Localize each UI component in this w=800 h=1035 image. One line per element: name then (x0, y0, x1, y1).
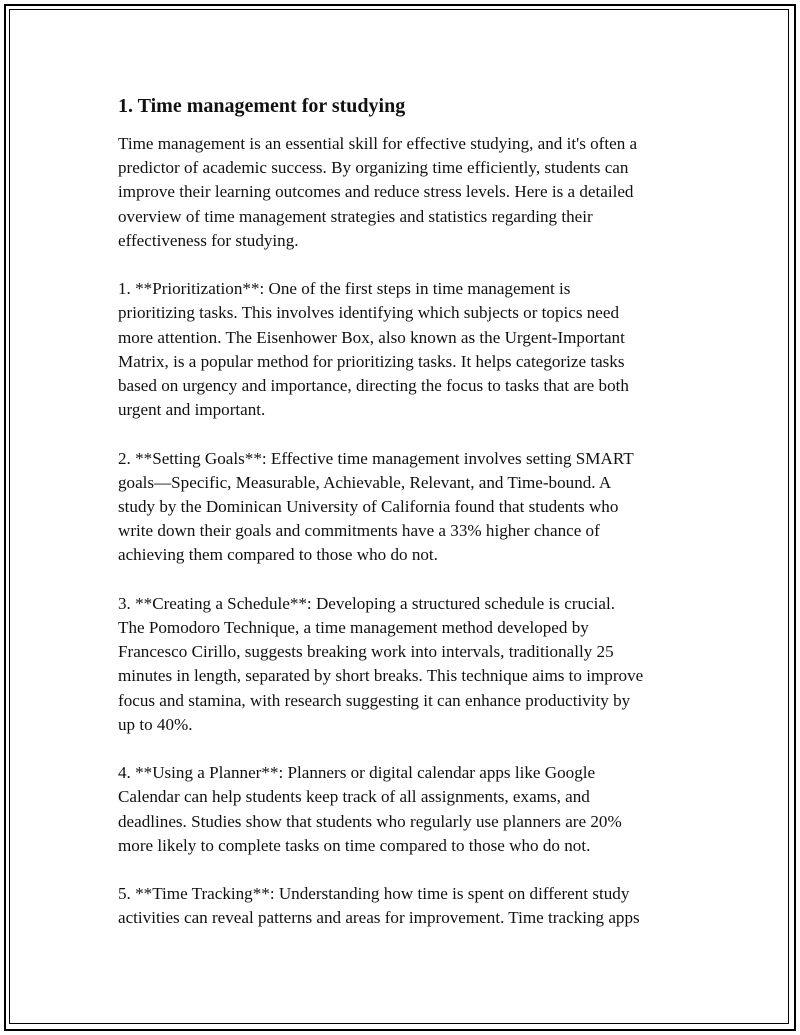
section-heading: 1. Time management for studying (118, 95, 406, 117)
text-line: improve their learning outcomes and reduce stress levels. Here is a detailed (118, 182, 634, 202)
intro-paragraph (118, 132, 690, 253)
text-line: up to 40%. (118, 714, 193, 734)
text-line: urgent and important. (118, 400, 266, 420)
text-line: study by the Dominican University of California found that students who (118, 497, 619, 517)
text-line: focus and stamina, with research suggesting it can enhance productivity by (118, 690, 631, 710)
document-body (118, 94, 690, 955)
text-line: based on urgency and importance, directing the focus to tasks that are both (118, 376, 629, 396)
text-line: Francesco Cirillo, suggests breaking work into intervals, traditionally 25 (118, 642, 614, 662)
text-line: more attention. The Eisenhower Box, also known as the Urgent-Important (118, 327, 625, 347)
text-line: write down their goals and commitments have a 33% higher chance of (118, 521, 600, 541)
text-line: minutes in length, separated by short breaks. This technique aims to improve (118, 666, 644, 686)
text-line: more likely to complete tasks on time compared to those who do not. (118, 835, 591, 855)
text-line: goals—Specific, Measurable, Achievable, Relevant, and Time-bound. A (118, 472, 612, 492)
text-line: Matrix, is a popular method for prioritizing tasks. It helps categorize tasks (118, 351, 625, 371)
text-line: achieving them compared to those who do not. (118, 545, 438, 565)
using-planner-paragraph (118, 761, 690, 858)
text-line: Time management is an essential skill for effective studying, and it's often a (118, 134, 638, 153)
text-line: Calendar can help students keep track of all assignments, exams, and (118, 787, 590, 807)
text-line: activities can reveal patterns and areas for improvement. Time tracking apps (118, 908, 640, 928)
text-line: 1. **Prioritization**: One of the first steps in time management is (118, 279, 571, 299)
text-line: The Pomodoro Technique, a time management method developed by (118, 618, 589, 638)
text-line: effectiveness for studying. (118, 230, 299, 250)
text-line: overview of time management strategies and statistics regarding their (118, 206, 593, 226)
text-line: 2. **Setting Goals**: Effective time management involves setting SMART (118, 448, 634, 468)
paragraph-container (118, 132, 690, 931)
text-line: predictor of academic success. By organizing time efficiently, students can (118, 158, 629, 178)
creating-schedule-paragraph (118, 592, 690, 737)
text-line: 3. **Creating a Schedule**: Developing a structured schedule is crucial. (118, 593, 615, 613)
text-line: 5. **Time Tracking**: Understanding how time is spent on different study (118, 884, 630, 904)
text-line: 4. **Using a Planner**: Planners or digital calendar apps like Google (118, 763, 596, 783)
text-line: deadlines. Studies show that students who regularly use planners are 20% (118, 811, 622, 831)
setting-goals-paragraph (118, 447, 690, 568)
prioritization-paragraph (118, 277, 690, 422)
text-line: prioritizing tasks. This involves identifying which subjects or topics need (118, 303, 620, 323)
time-tracking-paragraph (118, 882, 690, 930)
